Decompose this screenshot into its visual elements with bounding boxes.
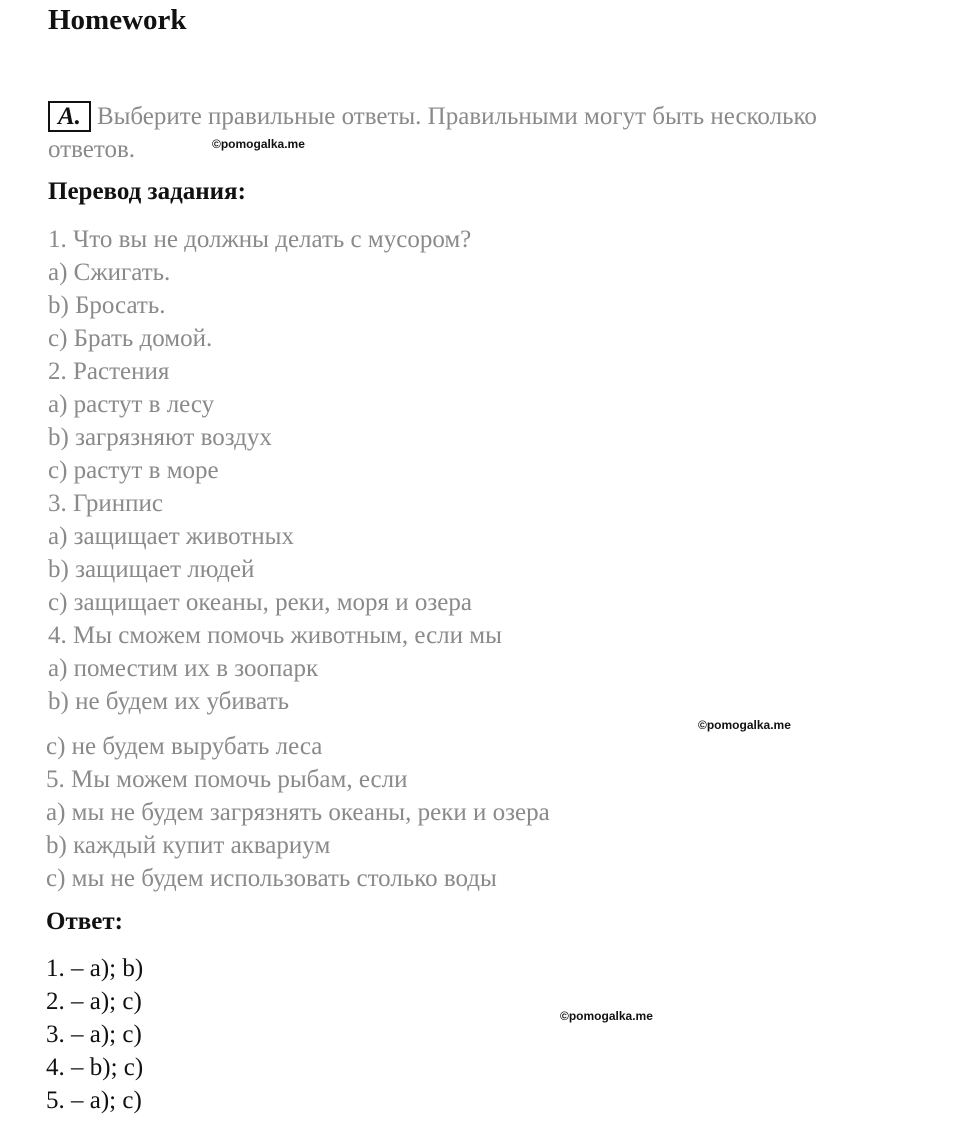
question-line: a) поместим их в зоопарк <box>48 655 319 682</box>
question-line: a) защищает животных <box>48 523 294 550</box>
question-line: c) растут в море <box>48 457 219 484</box>
question-line: a) Сжигать. <box>48 259 171 286</box>
answer-line: 2. – a); c) <box>46 988 142 1015</box>
question-line: c) Брать домой. <box>48 325 213 352</box>
answer-line: 5. – a); c) <box>46 1087 142 1114</box>
question-line: 4. Мы сможем помочь животным, если мы <box>48 622 502 649</box>
translation-heading: Перевод задания: <box>48 178 246 205</box>
question-line: b) защищает людей <box>48 556 255 583</box>
questions-list-part2 <box>46 730 550 895</box>
question-line: 2. Растения <box>48 358 170 385</box>
task-text: Выберите правильные ответы. Правильными могут быть несколько ответов. <box>48 103 817 163</box>
question-line: 3. Гринпис <box>48 490 163 517</box>
question-line: b) загрязняют воздух <box>48 424 272 451</box>
watermark: ©pomogalka.me <box>560 1009 653 1023</box>
question-line: 5. Мы можем помочь рыбам, если <box>46 766 408 793</box>
answer-line: 4. – b); c) <box>46 1054 144 1081</box>
watermark: ©pomogalka.me <box>698 718 791 732</box>
question-line: c) защищает океаны, реки, моря и озера <box>48 589 472 616</box>
page-title: Homework <box>48 4 187 36</box>
question-line: b) не будем их убивать <box>48 688 290 715</box>
answer-line: 1. – a); b) <box>46 955 144 982</box>
answers-list <box>46 952 143 1117</box>
task-instruction <box>48 100 908 166</box>
question-line: 1. Что вы не должны делать с мусором? <box>48 226 472 253</box>
question-line: b) Бросать. <box>48 292 166 319</box>
answer-heading: Ответ: <box>46 908 123 935</box>
watermark: ©pomogalka.me <box>212 137 305 151</box>
questions-list-part1 <box>48 223 502 718</box>
question-line: c) мы не будем использовать столько воды <box>46 865 497 892</box>
question-line: a) растут в лесу <box>48 391 215 418</box>
task-label: A. <box>48 101 91 132</box>
question-line: a) мы не будем загрязнять океаны, реки и озера <box>46 799 550 826</box>
answer-line: 3. – a); c) <box>46 1021 142 1048</box>
question-line: b) каждый купит аквариум <box>46 832 331 859</box>
question-line: c) не будем вырубать леса <box>46 733 323 760</box>
